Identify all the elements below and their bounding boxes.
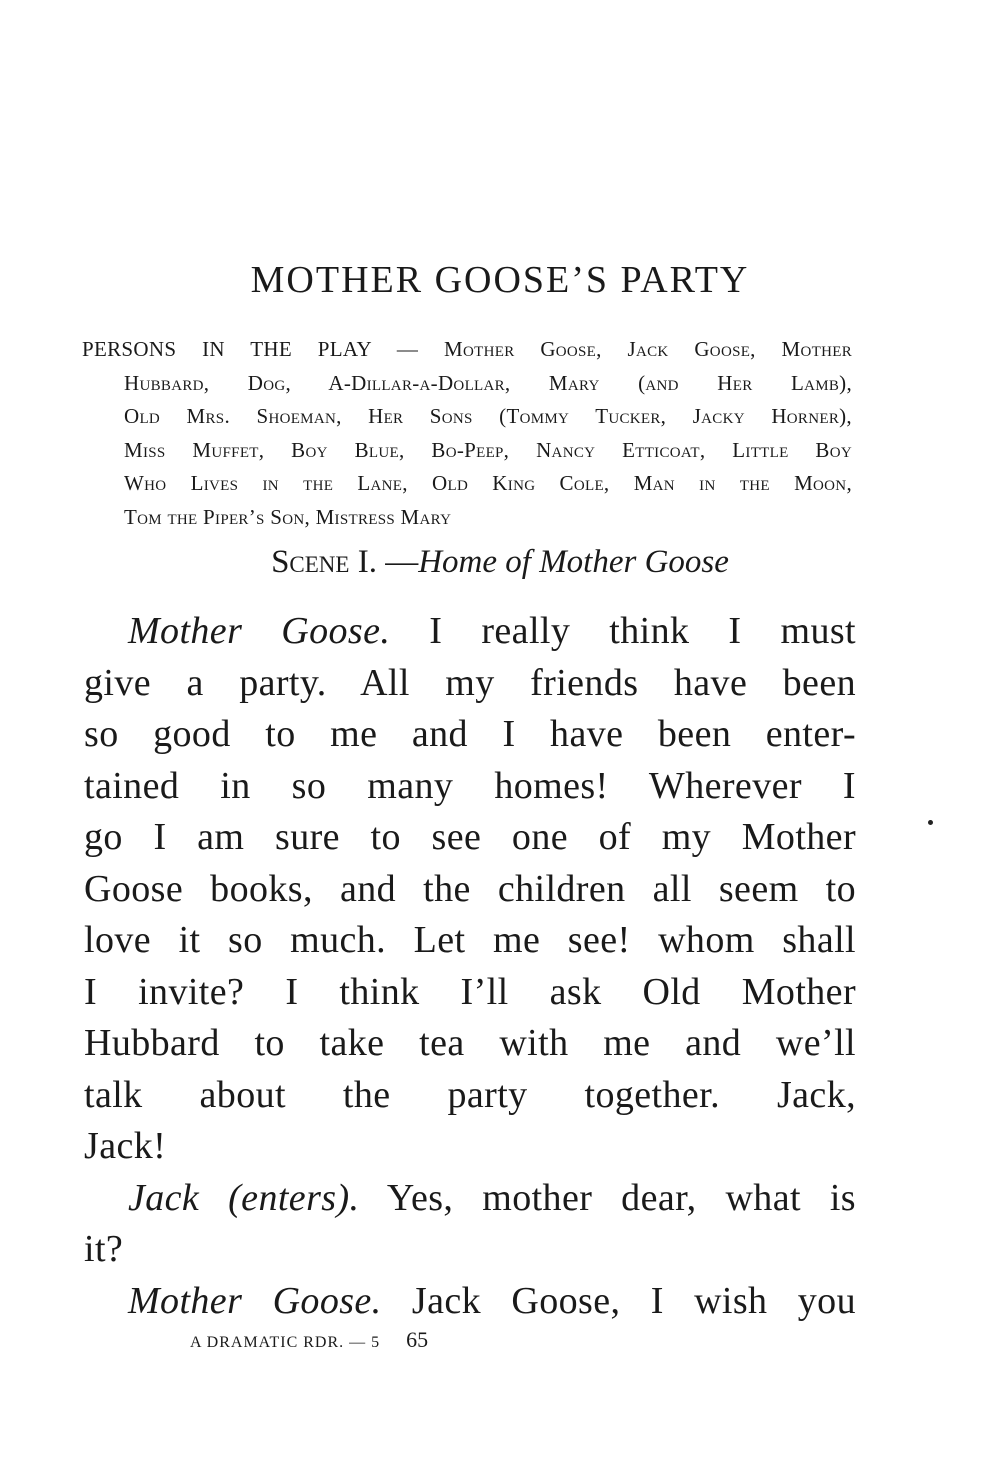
dialogue-text (84, 606, 856, 1327)
dialogue-line: so good to me and I have been enter- (84, 713, 856, 755)
dialogue-text-span: Jack Goose, I wish you (411, 1279, 856, 1322)
dialogue-line: go I am sure to see one of my Mother (84, 816, 856, 858)
print-speck (928, 820, 933, 825)
dialogue-text-span: I really think I must (429, 610, 856, 652)
speaker-name: Mother Goose. (128, 610, 391, 652)
dialogue-line (84, 1173, 856, 1225)
speaker-name: Jack (128, 1176, 200, 1219)
speaker-name: Mother Goose. (128, 1279, 382, 1322)
page-number: 65 (406, 1327, 429, 1352)
persons-line-6: Tom the Piper’s Son, Mistress Mary (124, 504, 452, 529)
dialogue-line: talk about the party together. Jack, (84, 1073, 856, 1116)
page-title: MOTHER GOOSE’S PARTY (250, 259, 750, 301)
persons-text: Mother Goose, Jack Goose, Mother (444, 337, 852, 361)
persons-line-4: Miss Muffet, Boy Blue, Bo-Peep, Nancy Etticoat, Little Boy (124, 437, 852, 462)
persons-in-the-play (82, 333, 852, 534)
persons-line-1 (82, 333, 852, 367)
scene-name: Home of Mother Goose (418, 544, 729, 580)
page-footer (190, 1327, 428, 1353)
stage-direction: (enters). (228, 1176, 360, 1219)
persons-line-3: Old Mrs. Shoeman, Her Sons (Tommy Tucker, Jacky Horner), (124, 404, 852, 428)
dialogue-line (84, 606, 856, 658)
dialogue-line (84, 1276, 856, 1328)
persons-label: PERSONS IN THE PLAY — (82, 337, 419, 361)
persons-line-2: Hubbard, Dog, A-Dillar-a-Dollar, Mary (and Her Lamb), (124, 370, 852, 395)
dialogue-line: give a party. All my friends have been (84, 661, 856, 704)
dialogue-line: Hubbard to take tea with me and we’ll (84, 1022, 856, 1064)
dialogue-text-span: Yes, mother dear, what is (386, 1176, 856, 1219)
scene-heading (0, 544, 1000, 581)
dialogue-line: it? (84, 1228, 124, 1270)
signature-mark: A DRAMATIC RDR. — 5 (190, 1334, 381, 1351)
persons-line-5: Who Lives in the Lane, Old King Cole, Man in the Moon, (124, 471, 852, 495)
dialogue-line: I invite? I think I’ll ask Old Mother (84, 970, 856, 1013)
dialogue-line: tained in so many homes! Wherever I (84, 764, 856, 807)
scene-number: Scene I. — (271, 544, 419, 580)
dialogue-line: love it so much. Let me see! whom shall (84, 919, 856, 961)
dialogue-line: Goose books, and the children all seem to (84, 867, 856, 910)
dialogue-line: Jack! (84, 1125, 167, 1167)
